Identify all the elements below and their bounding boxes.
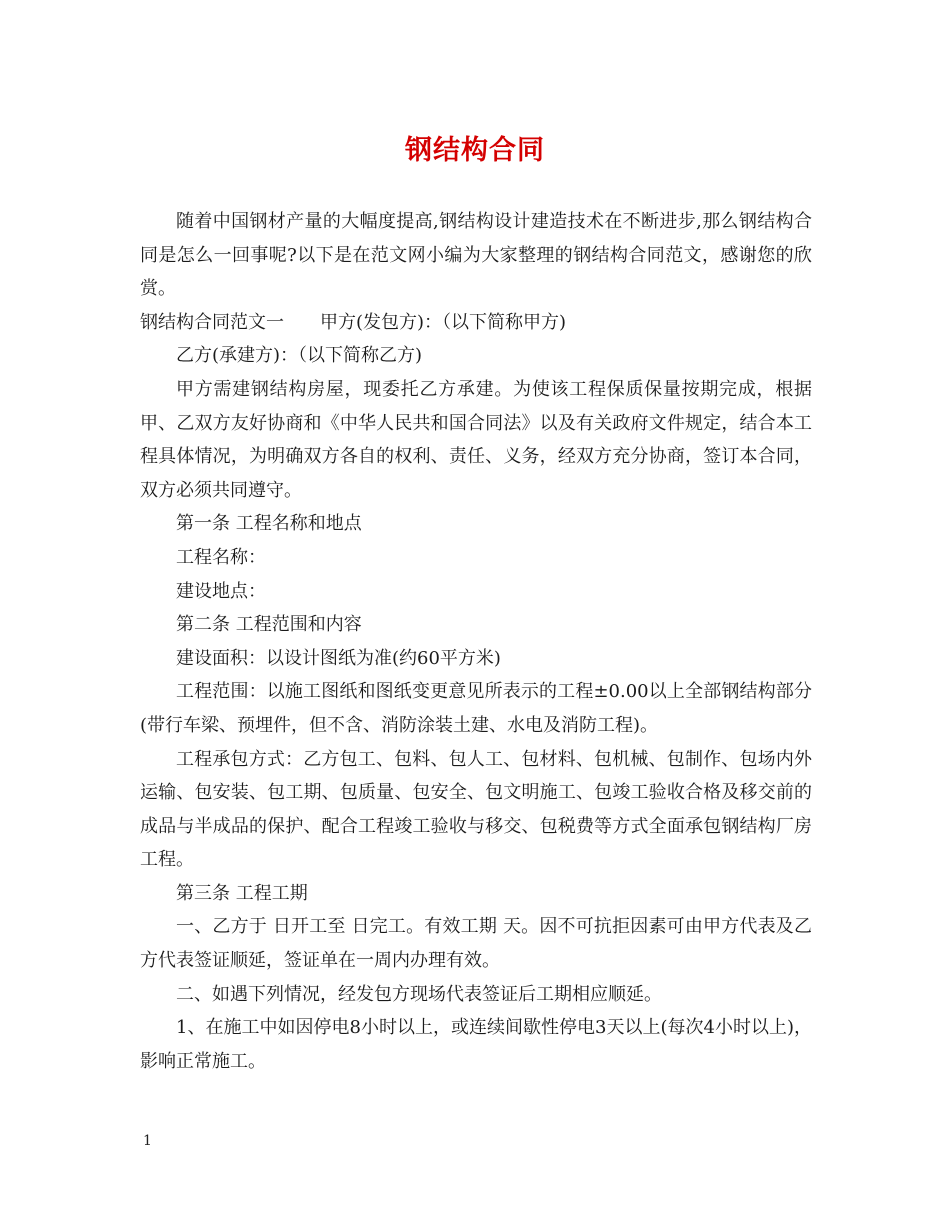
paragraph-intro: 随着中国钢材产量的大幅度提高,钢结构设计建造技术在不断进步,那么钢结构合同是怎么一回事呢?以下是在范文网小编为大家整理的钢结构合同范文，感谢您的欣赏。	[140, 211, 812, 300]
paragraph-preamble: 甲方需建钢结构房屋，现委托乙方承建。为使该工程保质保量按期完成，根据甲、乙双方友好协商和《中华人民共和国合同法》以及有关政府文件规定，结合本工程具体情况，为明确双方各自的权利、责任、义务，经双方充分协商，签订本合同，双方必须共同遵守。	[140, 378, 812, 501]
article-2-heading: 第二条 工程范围和内容	[176, 614, 362, 636]
document-title: 钢结构合同	[405, 135, 545, 166]
article-1-heading: 第一条 工程名称和地点	[176, 513, 362, 535]
construction-area-line: 建设面积：以设计图纸为准(约60平方米)	[176, 647, 501, 669]
project-scope-paragraph: 工程范围：以施工图纸和图纸变更意见所表示的工程±0.00以上全部钢结构部分(带行车梁、预埋件，但不含、消防涂装土建、水电及消防工程)。	[140, 681, 812, 736]
paragraph-party-a: 钢结构合同范文一 甲方(发包方)：（以下简称甲方)	[140, 311, 567, 333]
construction-site-line: 建设地点：	[176, 580, 266, 602]
page-number: 1	[143, 1133, 152, 1149]
document-body	[140, 205, 812, 1078]
schedule-clause-1: 一、乙方于 日开工至 日完工。有效工期 天。因不可抗拒因素可由甲方代表及乙方代表签证顺延，签证单在一周内办理有效。	[140, 916, 812, 972]
schedule-clause-2-item-1: 1、在施工中如因停电8小时以上，或连续间歇性停电3天以上(每次4小时以上)，影响正常施工。	[140, 1017, 812, 1072]
project-name-line: 工程名称：	[176, 546, 266, 568]
schedule-clause-2: 二、如遇下列情况，经发包方现场代表签证后工期相应顺延。	[176, 983, 662, 1005]
article-3-heading: 第三条 工程工期	[176, 882, 308, 904]
contract-method-paragraph: 工程承包方式：乙方包工、包料、包人工、包材料、包机械、包制作、包场内外运输、包安装、包工期、包质量、包安全、包文明施工、包竣工验收合格及移交前的成品与半成品的保护、配合工程竣工验收与移交、包税费等方式全面承包钢结构厂房工程。	[140, 748, 812, 871]
paragraph-party-b: 乙方(承建方)：（以下简称乙方)	[176, 345, 423, 367]
